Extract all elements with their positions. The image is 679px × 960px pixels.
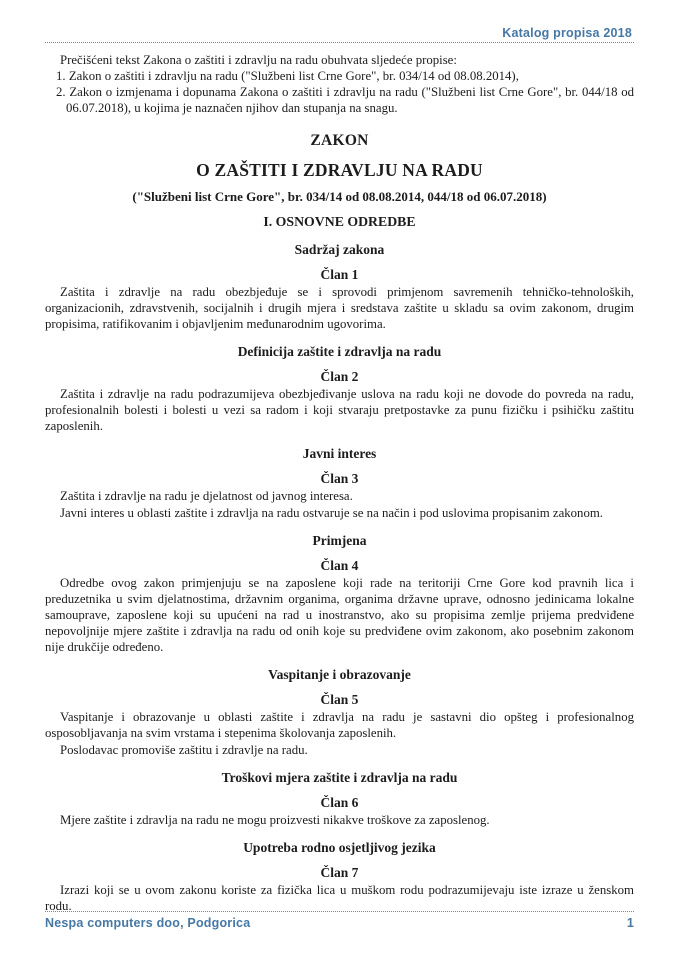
article-paragraph: Mjere zaštite i zdravlja na radu ne mogu proizvesti nikakve troškove za zaposlenog. [60, 813, 490, 827]
chapter-heading: I. OSNOVNE ODREDBE [263, 214, 416, 229]
section-heading: Upotreba rodno osjetljivog jezika [243, 840, 436, 855]
section-sadrzaj-zakona [45, 242, 634, 332]
law-title: ZAKON [310, 132, 369, 149]
section-heading: Troškovi mjera zaštite i zdravlja na radu [221, 770, 458, 785]
section-heading: Sadržaj zakona [294, 242, 385, 257]
article-paragraph: Poslodavac promoviše zaštitu i zdravlje na radu. [60, 743, 308, 757]
list-item-text: Zakon o zaštiti i zdravlju na radu ("Službeni list Crne Gore", br. 034/14 od 08.08.2014), [68, 69, 519, 83]
law-subtitle: O ZAŠTITI I ZDRAVLJU NA RADU [196, 160, 483, 180]
page-header [45, 0, 634, 43]
page-footer [45, 911, 634, 930]
article-paragraph: Zaštita i zdravlje na radu podrazumijeva obezbjeđivanje uslova na radu koji ne dovode do povreda na radu, profesionalnih bolesti i bolesti u vezi sa radom i koji stvaraju pretpostavke za punu fizičku i psihičku zaštitu zaposlenih. [45, 387, 634, 433]
list-item-number: 2. [56, 85, 66, 99]
article-heading: Član 1 [320, 267, 359, 282]
article-heading: Član 6 [320, 795, 359, 810]
article-heading: Član 7 [320, 865, 359, 880]
section-heading: Definicija zaštite i zdravlja na radu [237, 344, 442, 359]
intro-lead: Prečišćeni tekst Zakona o zaštiti i zdravlju na radu obuhvata sljedeće propise: [60, 53, 457, 67]
section-heading: Javni interes [302, 446, 377, 461]
section-vaspitanje-i-obrazovanje [45, 667, 634, 758]
list-item-number: 1. [56, 69, 66, 83]
section-heading: Vaspitanje i obrazovanje [268, 667, 411, 682]
article-heading: Član 4 [320, 558, 359, 573]
section-troskovi [45, 770, 634, 828]
gazette-reference: ("Službeni list Crne Gore", br. 034/14 od 08.08.2014, 044/18 od 06.07.2018) [132, 189, 547, 204]
document-content [0, 52, 679, 914]
article-paragraph: Javni interes u oblasti zaštite i zdravlja na radu ostvaruje se na način i pod uslovima propisanim zakonom. [60, 506, 604, 520]
article-paragraph: Zaštita i zdravlje na radu obezbjeđuje se i sprovodi primjenom savremenih tehničko-tehnoloških, organizacionih, zdravstvenih, socijalnih i drugih mjera i sredstava zaštite u skladu sa ovim zakonom, drugim propisima, ratifikovanim i objavljenim međunarodnim ugovorima. [45, 285, 634, 331]
section-heading: Primjena [312, 533, 367, 548]
section-definicija [45, 344, 634, 434]
list-item [45, 68, 634, 84]
article-heading: Član 3 [320, 471, 359, 486]
intro-list [45, 68, 634, 116]
article-heading: Član 2 [320, 369, 359, 384]
list-item [45, 84, 634, 116]
article-heading: Član 5 [320, 692, 359, 707]
article-paragraph: Odredbe ovog zakon primjenjuju se na zaposlene koji rade na teritoriji Crne Gore kod pravnih lica i preduzetnika u svim djelatnostima, državnim organima, organima državne uprave, odnosno jedinicama lokalne samouprave, zaposlene koji su upućeni na rad u inostranstvo, ako su propisima zemlje prijema predviđene nepovoljnije mjere zaštite i zdravlja na radu od onih koje su predviđene ovim zakonom, ako posebnim zakonom nije drukčije određeno. [45, 576, 634, 654]
section-primjena [45, 533, 634, 655]
law-title-block [45, 132, 634, 230]
article-paragraph: Izrazi koji se u ovom zakonu koriste za fizička lica u muškom rodu podrazumijevaju iste izraze u ženskom rodu. [45, 883, 634, 913]
list-item-text: Zakon o izmjenama i dopunama Zakona o zaštiti i zdravlju na radu ("Službeni list Crne Gore", br. 044/18 od 06.07.2018), u kojima je naznačen njihov dan stupanja na snagu. [66, 85, 634, 115]
section-javni-interes [45, 446, 634, 521]
article-paragraph: Zaštita i zdravlje na radu je djelatnost od javnog interesa. [60, 489, 353, 503]
catalog-title: Katalog propisa 2018 [502, 26, 632, 40]
section-upotreba-jezika [45, 840, 634, 914]
article-paragraph: Vaspitanje i obrazovanje u oblasti zaštite i zdravlja na radu je sastavni dio opšteg i profesionalnog osposobljavanja na svim vrstama i stepenima školovanja zaposlenih. [45, 710, 634, 740]
footer-page-number: 1 [626, 916, 634, 930]
footer-company: Nespa computers doo, Podgorica [45, 916, 251, 930]
